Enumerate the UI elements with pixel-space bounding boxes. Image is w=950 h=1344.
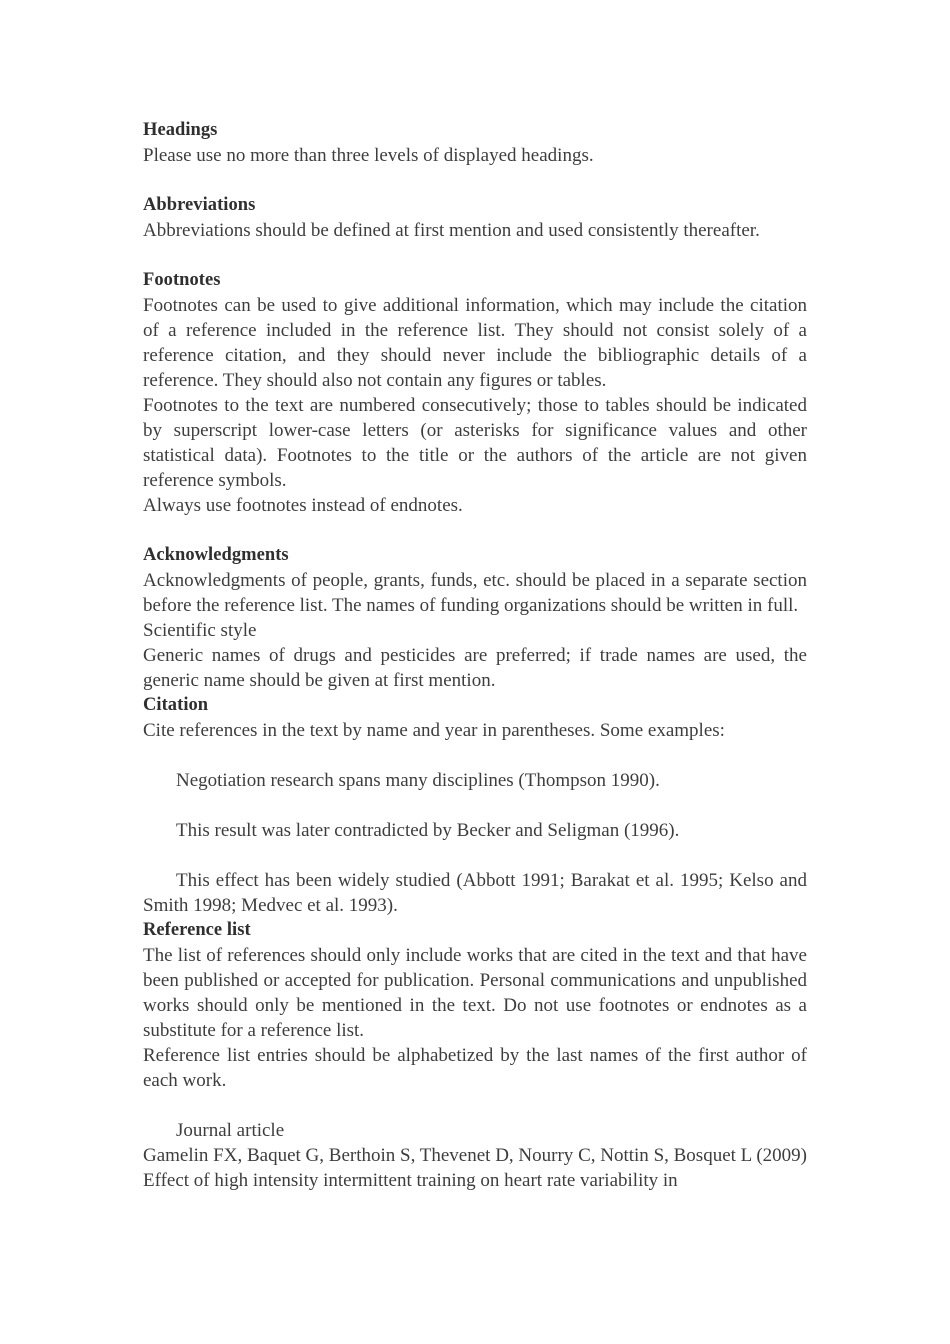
paragraph-acknowledgments-1: Acknowledgments of people, grants, funds, etc. should be placed in a separate section before the reference list. The names of funding organizations should be written in full. [143, 570, 807, 616]
paragraph-footnotes-2: Footnotes to the text are numbered consecutively; those to tables should be indicated by superscript lower-case letters (or asterisks for significance values and other statistical data). Footnotes to the title or the authors of the article are not given reference symbols. [143, 395, 807, 491]
spacer [143, 168, 807, 193]
citation-example-2: This result was later contradicted by Becker and Seligman (1996). [176, 820, 680, 841]
citation-example-3: This effect has been widely studied (Abbott 1991; Barakat et al. 1995; Kelso and Smith 1998; Medvec et al. 1993). [143, 870, 807, 916]
paragraph-reference-list-2: Reference list entries should be alphabetized by the last names of the first author of each work. [143, 1045, 807, 1091]
paragraph-headings-body: Please use no more than three levels of displayed headings. [143, 145, 594, 166]
spacer [143, 243, 807, 268]
section-heading-headings: Headings [143, 120, 218, 140]
paragraph-citation-intro: Cite references in the text by name and year in parentheses. Some examples: [143, 720, 725, 741]
paragraph-footnotes-1: Footnotes can be used to give additional information, which may include the citation of a reference included in the reference list. They should not consist solely of a reference citation, and they should never include the bibliographic details of a reference. They should also not contain any figures or tables. [143, 295, 807, 391]
paragraph-footnotes-3: Always use footnotes instead of endnotes. [143, 495, 463, 516]
section-heading-footnotes: Footnotes [143, 270, 221, 290]
citation-example-1: Negotiation research spans many disciplines (Thompson 1990). [176, 770, 660, 791]
spacer [143, 518, 807, 543]
section-heading-acknowledgments: Acknowledgments [143, 545, 289, 565]
label-scientific-style: Scientific style [143, 620, 257, 641]
spacer [143, 843, 807, 868]
spacer [143, 793, 807, 818]
label-journal-article: Journal article [176, 1120, 285, 1141]
paragraph-reference-list-1: The list of references should only include works that are cited in the text and that have been published or accepted for publication. Personal communications and unpublished works should only be mentioned in the text. Do not use footnotes or endnotes as a substitute for a reference list. [143, 945, 807, 1041]
spacer [143, 1093, 807, 1118]
spacer [143, 743, 807, 768]
section-heading-abbreviations: Abbreviations [143, 195, 256, 215]
reference-entry-gamelin-2009: Gamelin FX, Baquet G, Berthoin S, Thevenet D, Nourry C, Nottin S, Bosquet L (2009) Effect of high intensity intermittent training on heart rate variability in [143, 1145, 807, 1191]
section-heading-reference-list: Reference list [143, 920, 251, 940]
paragraph-acknowledgments-2: Generic names of drugs and pesticides are preferred; if trade names are used, the generic name should be given at first mention. [143, 645, 807, 691]
section-heading-citation: Citation [143, 695, 209, 715]
paragraph-abbreviations-body: Abbreviations should be defined at first mention and used consistently thereafter. [143, 220, 760, 241]
document-body [143, 118, 807, 1193]
